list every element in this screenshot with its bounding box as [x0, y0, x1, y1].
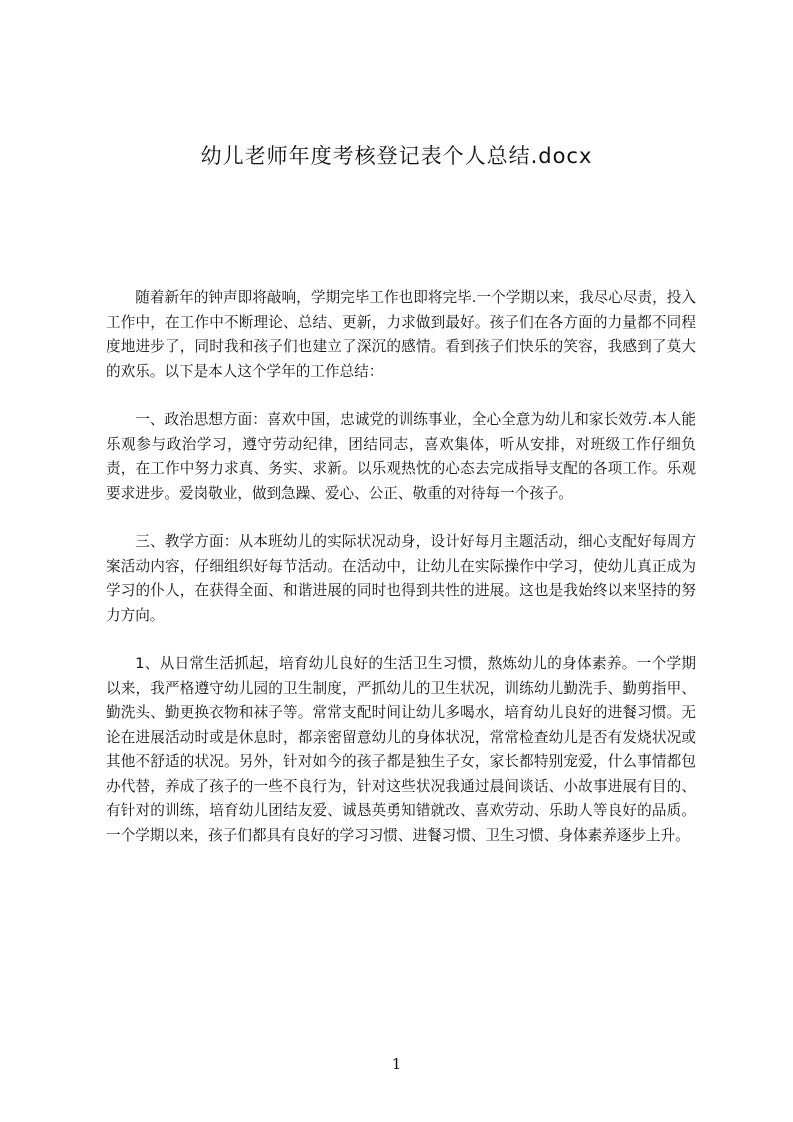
teaching-paragraph: 三、教学方面：从本班幼儿的实际状况动身，设计好每月主题活动，细心支配好每周方案活动内容，仔细组织好每节活动。在活动中，让幼儿在实际操作中学习，使幼儿真正成为学习的仆人，在获得全面、和谐进展的同时也得到共性的进展。这也是我始终以来坚持的努力方向。: [106, 533, 696, 624]
document-body: [106, 286, 696, 872]
political-thought-paragraph: 一、政治思想方面：喜欢中国，忠诚党的训练事业，全心全意为幼儿和家长效劳.本人能乐观参与政治学习，遵守劳动纪律，团结同志，喜欢集体，听从安排，对班级工作仔细负责，在工作中努力求真、务实、求新。以乐观热忱的心态去完成指导支配的各项工作。乐观要求进步。爱岗敬业，做到急躁、爱心、公正、敬重的对待每一个孩子。: [106, 411, 696, 502]
page-number: 1: [391, 1055, 402, 1073]
intro-paragraph: 随着新年的钟声即将敲响，学期完毕工作也即将完毕.一个学期以来，我尽心尽责，投入工作中，在工作中不断理论、总结、更新，力求做到最好。孩子们在各方面的力量都不同程度地进步了，同时我和孩子们也建立了深沉的感情。看到孩子们快乐的笑容，我感到了莫大的欢乐。以下是本人这个学年的工作总结：: [106, 289, 696, 380]
daily-life-paragraph: 1、从日常生活抓起，培育幼儿良好的生活卫生习惯，熬炼幼儿的身体素养。一个学期以来，我严格遵守幼儿园的卫生制度，严抓幼儿的卫生状况，训练幼儿勤洗手、勤剪指甲、勤洗头、勤更换衣物和袜子等。常常支配时间让幼儿多喝水，培育幼儿良好的进餐习惯。无论在进展活动时或是休息时，都亲密留意幼儿的身体状况，常常检查幼儿是否有发烧状况或其他不舒适的状况。另外，针对如今的孩子都是独生子女，家长都特别宠爱，什么事情都包办代替，养成了孩子的一些不良行为，针对这些状况我通过晨间谈话、小故事进展有目的、有针对的训练，培育幼儿团结友爱、诚恳英勇知错就改、喜欢劳动、乐助人等良好的品质。一个学期以来，孩子们都具有良好的学习习惯、进餐习惯、卫生习惯、身体素养逐步上升。: [106, 655, 696, 844]
document-title: 幼儿老师年度考核登记表个人总结.docx: [200, 144, 593, 168]
